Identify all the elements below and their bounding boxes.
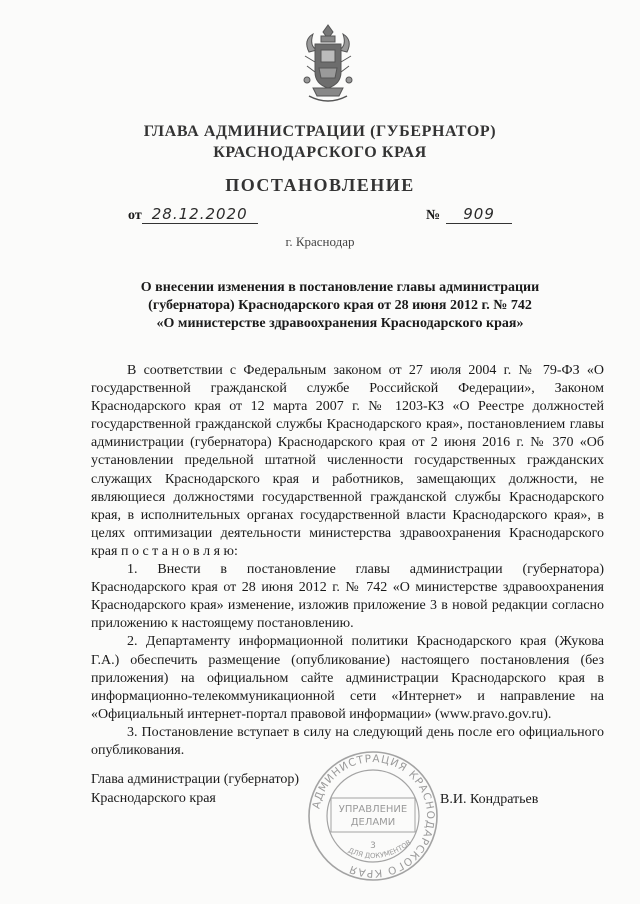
document-type: ПОСТАНОВЛЕНИЕ — [225, 175, 415, 195]
signatory-position-line: Краснодарского края — [91, 791, 216, 806]
number-prefix: № — [426, 208, 441, 223]
stamp-bottom-text: ДЛЯ ДОКУМЕНТОВ — [346, 838, 413, 861]
stamp-ring-text: АДМИНИСТРАЦИЯ КРАСНОДАРСКОГО КРАЯ — [310, 752, 437, 880]
body-paragraph-preamble: В соответствии с Федеральным законом от 27 июля 2004 г. № 79-ФЗ «О государственной гражданской службе Российской Федерации», Законом Краснодарского края от 12 марта 2007 г. № 1203-КЗ «О Реестре должностей государственной гражданской службы Краснодарского края», постановлением главы администрации (губернатора) Краснодарского края от 2 июня 2016 г. № 370 «Об установлении предельной штатной численности государственных гражданских служащих Краснодарского края и работников, замещающих должности, не являющиеся должностями государственной гражданской службы Краснодарского края, в исполнительных органах государственной власти Краснодарского края», в целях оптимизации деятельности министерства здравоохранения Краснодарского края п о с т а н о в л я ю: — [91, 363, 604, 559]
title-line: О внесении изменения в постановление главы администрации — [140, 280, 540, 295]
body-paragraph-item-3: 3. Постановление вступает в силу на следующий день после его официального опубликования. — [91, 724, 604, 758]
handwritten-date: 28.12.2020 — [142, 206, 258, 224]
signatory-name: В.И. Кондратьев — [440, 792, 539, 807]
document-title — [120, 279, 560, 333]
title-line: (губернатора) Краснодарского края от 28 июня 2012 г. № 742 — [148, 298, 532, 313]
issuer-region: КРАСНОДАРСКОГО КРАЯ — [213, 144, 427, 161]
stamp-number: 3 — [370, 841, 376, 851]
issuer-title: ГЛАВА АДМИНИСТРАЦИИ (ГУБЕРНАТОР) — [143, 123, 497, 140]
document-body — [91, 362, 604, 760]
stamp-inner-line: УПРАВЛЕНИЕ — [338, 804, 408, 815]
handwritten-number: 909 — [446, 206, 512, 224]
svg-text:АДМИНИСТРАЦИЯ КРАСНОДАРСКОГО К — [310, 753, 436, 879]
signatory-position-line: Глава администрации (губернатор) — [91, 772, 300, 787]
stamp-inner-line: ДЕЛАМИ — [350, 817, 396, 828]
svg-text:ДЛЯ ДОКУМЕНТОВ — [347, 839, 413, 861]
body-paragraph-item-2: 2. Департаменту информационной политики Краснодарского края (Жукова Г.А.) обеспечить размещение (опубликование) настоящего постановления (без приложения) на официальном сайте администрации Краснодарского края в информационно-телекоммуникационной сети «Интернет» и направление на «Официальный интернет-портал правовой информации» (www.pravo.gov.ru). — [91, 634, 604, 722]
coat-of-arms-emblem — [299, 22, 357, 106]
body-paragraph-item-1: 1. Внести в постановление главы администрации (губернатора) Краснодарского края от 28 июня 2012 г. № 742 «О министерстве здравоохранения Краснодарского края» изменение, изложив приложение 3 в новой редакции согласно приложению к настоящему постановлению. — [91, 562, 604, 632]
number-row — [426, 206, 512, 224]
title-line: «О министерстве здравоохранения Краснодарского края» — [156, 316, 524, 331]
date-prefix: от — [128, 208, 142, 223]
signatory-position — [91, 770, 299, 808]
city: г. Краснодар — [285, 234, 355, 249]
date-row — [128, 206, 258, 224]
official-stamp — [305, 748, 441, 884]
